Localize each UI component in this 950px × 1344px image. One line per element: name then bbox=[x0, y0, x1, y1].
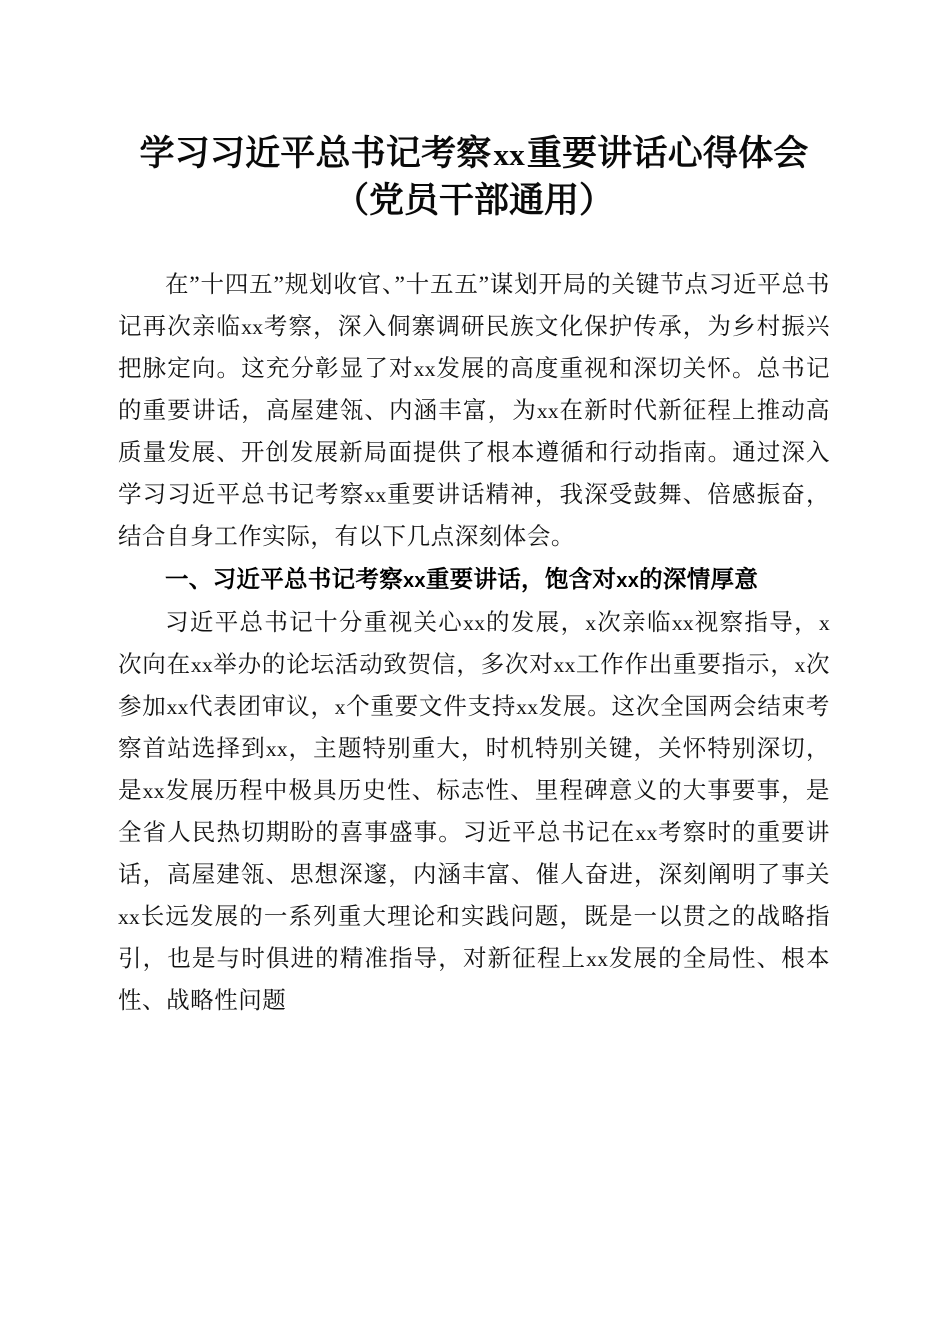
inline-placeholder-token: x bbox=[818, 611, 830, 635]
title-placeholder-token: xx bbox=[493, 137, 525, 172]
inline-placeholder-token: xx bbox=[265, 737, 288, 761]
section-heading-1: 一、习近平总书记考察xx重要讲话，饱含对xx的深情厚意 bbox=[165, 566, 759, 592]
inline-placeholder-token: xx bbox=[166, 695, 189, 719]
body-paragraph-1: 在”十四五”规划收官、”十五五”谋划开局的关键节点习近平总书记再次亲临xx考察，深入侗寨调研民族文化保护传承，为乡村振兴把脉定向。这充分彰显了对xx发展的高度重视和深切关怀。总书记的重要讲话，高屋建瓴、内涵丰富，为xx在新时代新征程上推动高质量发展、开创发展新局面提供了根本遵循和行动指南。通过深入学习习近平总书记考察xx重要讲话精神，我深受鼓舞、倍感振奋，结合自身工作实际，有以下几点深刻体会。 bbox=[118, 272, 831, 550]
body-paragraph-2: 习近平总书记十分重视关心xx的发展，x次亲临xx视察指导，x次向在xx举办的论坛活动致贺信，多次对xx工作作出重要指示，x次参加xx代表团审议，x个重要文件支持xx发展。这次全国两会结束考察首站选择到xx，主题特别重大，时机特别关键，关怀特别深切，是xx发展历程中极具历史性、标志性、里程碑意义的大事要事，是全省人民热切期盼的喜事盛事。习近平总书记在xx考察时的重要讲话，高屋建瓴、思想深邃，内涵丰富、催人奋进，深刻阐明了事关xx长远发展的一系列重大理论和实践问题，既是一以贯之的战略指引，也是与时俱进的精准指导，对新征程上xx发展的全局性、根本性、战略性问题 bbox=[118, 610, 830, 1014]
inline-placeholder-token: xx bbox=[463, 611, 486, 635]
inline-placeholder-token: xx bbox=[553, 653, 576, 677]
inline-placeholder-token: xx bbox=[536, 399, 559, 423]
inline-placeholder-token: x bbox=[334, 695, 346, 719]
inline-placeholder-token: xx bbox=[403, 570, 426, 592]
inline-placeholder-token: xx bbox=[241, 315, 264, 339]
document-content bbox=[118, 0, 830, 1022]
inline-placeholder-token: xx bbox=[671, 611, 694, 635]
inline-placeholder-token: xx bbox=[364, 483, 387, 507]
inline-placeholder-token: x bbox=[794, 653, 806, 677]
inline-placeholder-token: xx bbox=[190, 653, 214, 677]
inline-placeholder-token: x bbox=[585, 611, 597, 635]
inline-placeholder-token: xx bbox=[635, 821, 658, 845]
inline-placeholder-token: xx bbox=[142, 779, 165, 803]
page-title-line-1: 学习习近平总书记考察xx重要讲话心得体会 bbox=[139, 134, 809, 173]
page-title bbox=[118, 0, 830, 224]
inline-placeholder-token: xx bbox=[616, 570, 640, 592]
inline-placeholder-token: xx bbox=[118, 905, 141, 929]
inline-placeholder-token: xx bbox=[413, 357, 436, 381]
inline-placeholder-token: xx bbox=[586, 947, 609, 971]
page-title-line-2: （党员干部通用） bbox=[333, 181, 614, 220]
inline-placeholder-token: xx bbox=[516, 695, 539, 719]
